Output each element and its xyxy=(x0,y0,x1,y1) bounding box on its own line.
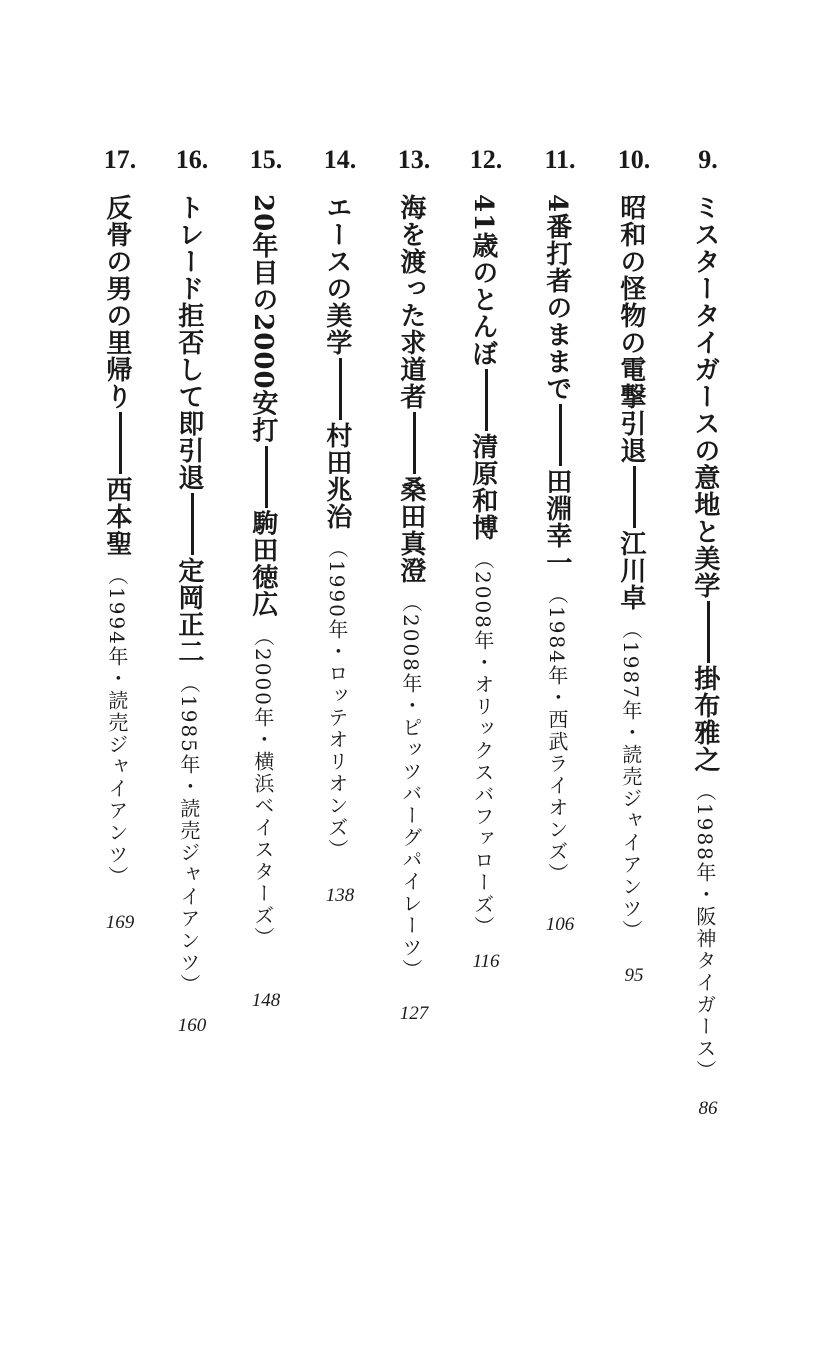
entry-team: （1987年・読売ジャイアンツ） xyxy=(618,619,643,942)
entry-page-number: 138 xyxy=(325,885,355,906)
entry-number: 11. xyxy=(544,145,576,174)
entry-team: （1994年・読売ジャイアンツ） xyxy=(104,565,129,888)
entry-title: 海を渡った求道者 xyxy=(395,194,426,410)
em-dash xyxy=(339,358,342,420)
entry-author: 掛布雅之 xyxy=(689,665,720,773)
entry-text xyxy=(394,194,434,981)
entry-author: 駒田徳広 xyxy=(247,509,278,618)
entry-number: 14. xyxy=(323,145,357,174)
entry-author: 江川卓 xyxy=(615,530,646,611)
entry-page-number: 160 xyxy=(177,1015,207,1036)
entry-page-number: 106 xyxy=(545,914,575,935)
entry-text xyxy=(100,194,140,888)
entry-title: ミスタータイガースの意地と美学 xyxy=(689,194,720,599)
em-dash xyxy=(485,369,488,431)
entry-author: 田淵幸一 xyxy=(541,468,572,577)
entry-author: 西本聖 xyxy=(101,476,132,557)
entry-team: （1988年・阪神タイガース） xyxy=(692,781,717,1082)
em-dash xyxy=(265,446,268,508)
entry-number: 10. xyxy=(617,145,651,174)
entry-page-number: 116 xyxy=(472,951,500,972)
em-dash xyxy=(633,466,636,528)
entry-number: 15. xyxy=(249,145,283,174)
entry-text xyxy=(246,194,286,948)
entry-page-number: 148 xyxy=(251,990,281,1011)
em-dash xyxy=(191,493,194,555)
entry-title: 41歳のとんぼ xyxy=(467,194,498,368)
entry-title: 20年目の2000安打 xyxy=(247,194,278,444)
entry-page-number: 127 xyxy=(399,1003,429,1024)
entry-team: （2008年・オリックスバファローズ） xyxy=(470,549,495,939)
entry-text xyxy=(540,194,580,885)
entry-title: 昭和の怪物の電撃引退 xyxy=(615,194,646,464)
entry-text xyxy=(466,194,506,938)
entry-team: （1984年・西武ライオンズ） xyxy=(544,584,569,885)
em-dash xyxy=(559,404,562,466)
entry-author: 桑田真澄 xyxy=(395,476,426,584)
entry-text xyxy=(688,194,728,1082)
em-dash xyxy=(119,412,122,474)
entry-title: トレード拒否して即引退 xyxy=(173,194,204,491)
entry-number: 16. xyxy=(175,145,209,174)
entry-title: 反骨の男の里帰り xyxy=(101,194,132,410)
entry-page-number: 169 xyxy=(105,912,135,933)
entry-team: （1990年・ロッテオリオンズ） xyxy=(324,538,349,861)
em-dash xyxy=(707,601,710,663)
entry-text xyxy=(320,194,360,861)
entry-team: （1985年・読売ジャイアンツ） xyxy=(176,673,201,996)
entry-number: 9. xyxy=(698,145,718,174)
entry-number: 12. xyxy=(469,145,503,174)
entry-page-number: 86 xyxy=(698,1098,718,1119)
entry-team: （2008年・ピッツバーグパイレーツ） xyxy=(398,592,423,981)
entry-text xyxy=(172,194,212,996)
entry-author: 村田兆治 xyxy=(321,422,352,530)
entry-team: （2000年・横浜ベイスターズ） xyxy=(250,625,275,949)
entry-title: 4番打者のままで xyxy=(541,194,572,403)
em-dash xyxy=(413,412,416,474)
entry-page-number: 95 xyxy=(624,965,644,986)
entry-text xyxy=(614,194,654,942)
entry-number: 17. xyxy=(103,145,137,174)
entry-author: 定岡正二 xyxy=(173,557,204,665)
entry-title: エースの美学 xyxy=(321,194,352,356)
entry-author: 清原和博 xyxy=(467,433,498,542)
entry-number: 13. xyxy=(397,145,431,174)
